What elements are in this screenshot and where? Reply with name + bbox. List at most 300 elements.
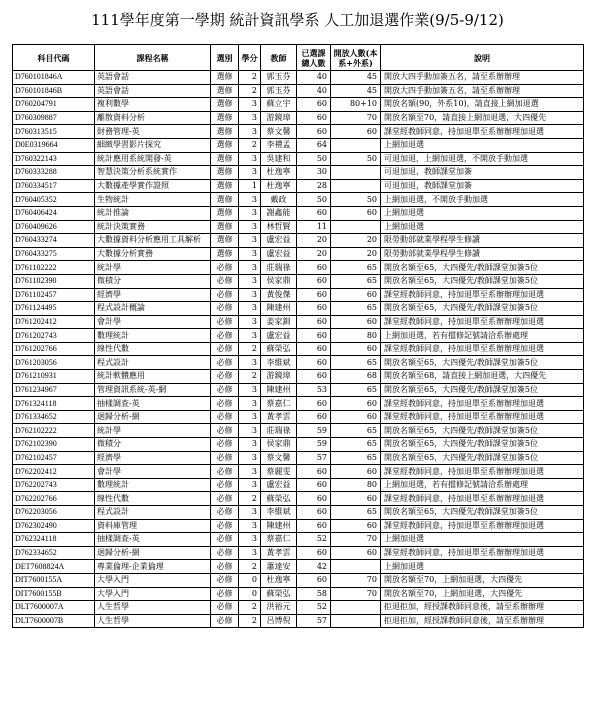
- cell-open: 60: [331, 546, 381, 560]
- cell-teacher: 莊瑞祿: [261, 261, 297, 275]
- cell-name: 統計軟體應用: [95, 370, 211, 384]
- cell-credit: 3: [239, 193, 261, 207]
- cell-name: 迴歸分析-網: [95, 546, 211, 560]
- table-row: [13, 546, 584, 560]
- cell-teacher: 謝鑫能: [261, 206, 297, 220]
- cell-teacher: 侯家鼎: [261, 274, 297, 288]
- cell-note: 開放名額至65，大四優先/教師課堂加簽5位: [381, 451, 584, 465]
- cell-name: 管理資訊系統-英-網: [95, 383, 211, 397]
- cell-note: 開放名額至65，大四優先/教師課堂加簽5位: [381, 506, 584, 520]
- table-row: [13, 492, 584, 506]
- cell-credit: 2: [239, 601, 261, 615]
- cell-teacher: 蔡文馨: [261, 125, 297, 139]
- cell-type: 必修: [211, 519, 239, 533]
- cell-type: 選修: [211, 247, 239, 261]
- cell-enrolled: 28: [297, 179, 331, 193]
- cell-credit: 3: [239, 519, 261, 533]
- cell-open: 65: [331, 274, 381, 288]
- cell-code: DLT7600007B: [13, 614, 95, 628]
- cell-enrolled: 60: [297, 315, 331, 329]
- cell-credit: 0: [239, 587, 261, 601]
- cell-credit: 3: [239, 329, 261, 343]
- cell-enrolled: 64: [297, 138, 331, 152]
- cell-name: 抽樣調查-英: [95, 533, 211, 547]
- cell-teacher: 蘇榮弘: [261, 492, 297, 506]
- cell-enrolled: 60: [297, 302, 331, 316]
- cell-name: 微積分: [95, 274, 211, 288]
- cell-credit: 2: [239, 342, 261, 356]
- cell-code: D762302490: [13, 519, 95, 533]
- cell-enrolled: 60: [297, 356, 331, 370]
- cell-type: 必修: [211, 614, 239, 628]
- cell-type: 必修: [211, 424, 239, 438]
- cell-teacher: 陳建州: [261, 302, 297, 316]
- cell-type: 選修: [211, 234, 239, 248]
- cell-code: D761210931: [13, 370, 95, 384]
- cell-teacher: 黃孝雲: [261, 410, 297, 424]
- cell-type: 選修: [211, 138, 239, 152]
- cell-enrolled: 42: [297, 560, 331, 574]
- cell-enrolled: 40: [297, 84, 331, 98]
- cell-open: 50: [331, 152, 381, 166]
- cell-enrolled: 60: [297, 410, 331, 424]
- header-type: 選別: [211, 45, 239, 71]
- cell-credit: 1: [239, 179, 261, 193]
- cell-teacher: 游鏡璋: [261, 370, 297, 384]
- cell-open: [331, 601, 381, 615]
- table-row: [13, 519, 584, 533]
- cell-enrolled: 60: [297, 125, 331, 139]
- cell-code: D761324118: [13, 397, 95, 411]
- cell-code: D760334517: [13, 179, 95, 193]
- table-row: [13, 533, 584, 547]
- cell-code: D760406424: [13, 206, 95, 220]
- cell-note: 課堂經教師同意，持加退單至系辦辦理加退選: [381, 410, 584, 424]
- cell-open: 65: [331, 383, 381, 397]
- cell-name: 生物統計: [95, 193, 211, 207]
- course-table-wrapper: [12, 44, 583, 628]
- cell-note: 限勞動部就業學程學生修讀: [381, 234, 584, 248]
- table-row: [13, 111, 584, 125]
- cell-name: 大數據分析實務: [95, 247, 211, 261]
- cell-type: 必修: [211, 288, 239, 302]
- cell-code: D760313515: [13, 125, 95, 139]
- cell-teacher: 呂博倪: [261, 614, 297, 628]
- cell-enrolled: 60: [297, 546, 331, 560]
- cell-name: 程式設計概論: [95, 302, 211, 316]
- cell-teacher: 李維斌: [261, 356, 297, 370]
- cell-open: [331, 166, 381, 180]
- cell-note: 開放名額至65，大四優先/教師課堂加簽5位: [381, 438, 584, 452]
- cell-name: 複利數學: [95, 98, 211, 112]
- cell-teacher: 李禮孟: [261, 138, 297, 152]
- cell-note: 開放名額至70，上網加退選，大四優先: [381, 573, 584, 587]
- cell-open: 80: [331, 478, 381, 492]
- cell-code: D760101846A: [13, 71, 95, 85]
- cell-name: 大數據資料分析應用工具解析: [95, 234, 211, 248]
- table-row: [13, 274, 584, 288]
- cell-note: 開放名額至65，大四優先/教師課堂加簽5位: [381, 424, 584, 438]
- cell-credit: 3: [239, 98, 261, 112]
- cell-name: 統計應用系統開發-英: [95, 152, 211, 166]
- table-row: [13, 614, 584, 628]
- cell-credit: 3: [239, 478, 261, 492]
- header-open: 開放人數(本系+外系): [331, 45, 381, 71]
- cell-enrolled: 57: [297, 451, 331, 465]
- cell-teacher: 陳建州: [261, 519, 297, 533]
- cell-credit: 3: [239, 166, 261, 180]
- table-row: [13, 438, 584, 452]
- cell-credit: 2: [239, 370, 261, 384]
- cell-teacher: 杜逸寧: [261, 179, 297, 193]
- header-note: 說明: [381, 45, 584, 71]
- cell-name: 人生哲學: [95, 601, 211, 615]
- cell-open: 60: [331, 125, 381, 139]
- table-row: [13, 397, 584, 411]
- cell-teacher: 郭玉芬: [261, 84, 297, 98]
- table-row: [13, 478, 584, 492]
- cell-type: 選修: [211, 111, 239, 125]
- cell-name: 抽樣調查-英: [95, 397, 211, 411]
- cell-type: 必修: [211, 465, 239, 479]
- cell-credit: 3: [239, 302, 261, 316]
- cell-open: 80: [331, 329, 381, 343]
- cell-note: 課堂經教師同意，持加退單至系辦辦理加退選: [381, 397, 584, 411]
- cell-open: 65: [331, 302, 381, 316]
- cell-enrolled: 58: [297, 587, 331, 601]
- cell-type: 必修: [211, 560, 239, 574]
- cell-type: 必修: [211, 451, 239, 465]
- cell-teacher: 郭玉芬: [261, 71, 297, 85]
- cell-code: D761102457: [13, 288, 95, 302]
- cell-credit: 3: [239, 152, 261, 166]
- cell-teacher: 杜逸寧: [261, 573, 297, 587]
- cell-name: 人生哲學: [95, 614, 211, 628]
- cell-teacher: 蔡嘉仁: [261, 533, 297, 547]
- cell-open: 68: [331, 370, 381, 384]
- table-row: [13, 206, 584, 220]
- cell-credit: 3: [239, 506, 261, 520]
- cell-credit: 2: [239, 84, 261, 98]
- cell-code: D762102390: [13, 438, 95, 452]
- cell-credit: 3: [239, 438, 261, 452]
- cell-name: 數理統計: [95, 478, 211, 492]
- cell-credit: 3: [239, 397, 261, 411]
- cell-name: 大學入門: [95, 587, 211, 601]
- cell-note: 開放大四手動加簽五名，請至系辦辦理: [381, 71, 584, 85]
- cell-credit: 2: [239, 492, 261, 506]
- header-teacher: 教師: [261, 45, 297, 71]
- cell-open: 70: [331, 111, 381, 125]
- cell-credit: 3: [239, 356, 261, 370]
- cell-open: 20: [331, 247, 381, 261]
- cell-code: D761102390: [13, 274, 95, 288]
- table-row: [13, 84, 584, 98]
- cell-note: 開放大四手動加簽五名，請至系辦辦理: [381, 84, 584, 98]
- table-row: [13, 601, 584, 615]
- table-row: [13, 356, 584, 370]
- cell-enrolled: 50: [297, 193, 331, 207]
- cell-name: 數理統計: [95, 329, 211, 343]
- cell-name: 細緻學習影片探究: [95, 138, 211, 152]
- cell-type: 選修: [211, 98, 239, 112]
- cell-enrolled: 60: [297, 573, 331, 587]
- header-code: 科目代碼: [13, 45, 95, 71]
- table-row: [13, 98, 584, 112]
- cell-open: 45: [331, 71, 381, 85]
- cell-teacher: 侯家鼎: [261, 438, 297, 452]
- cell-code: D760433275: [13, 247, 95, 261]
- cell-type: 必修: [211, 573, 239, 587]
- cell-code: D761202766: [13, 342, 95, 356]
- cell-note: 課堂經教師同意，持加退單至系辦辦理加退選: [381, 519, 584, 533]
- cell-code: D760409626: [13, 220, 95, 234]
- cell-open: 60: [331, 519, 381, 533]
- cell-enrolled: 59: [297, 424, 331, 438]
- cell-open: [331, 138, 381, 152]
- cell-teacher: 蘇榮弘: [261, 342, 297, 356]
- cell-credit: 2: [239, 614, 261, 628]
- cell-code: D761102222: [13, 261, 95, 275]
- table-row: [13, 234, 584, 248]
- table-row: [13, 152, 584, 166]
- cell-enrolled: 60: [297, 370, 331, 384]
- cell-code: D762102222: [13, 424, 95, 438]
- table-row: [13, 193, 584, 207]
- cell-note: 限勞動部就業學程學生修讀: [381, 247, 584, 261]
- cell-enrolled: 52: [297, 533, 331, 547]
- cell-name: 財務管理-英: [95, 125, 211, 139]
- cell-note: 開放名額至65，大四優先/教師課堂加簽5位: [381, 383, 584, 397]
- cell-enrolled: 60: [297, 274, 331, 288]
- cell-name: 微積分: [95, 438, 211, 452]
- cell-credit: 3: [239, 274, 261, 288]
- cell-enrolled: 60: [297, 342, 331, 356]
- cell-credit: 3: [239, 247, 261, 261]
- cell-type: 必修: [211, 315, 239, 329]
- cell-code: D0E0319664: [13, 138, 95, 152]
- cell-type: 必修: [211, 261, 239, 275]
- cell-credit: 2: [239, 71, 261, 85]
- cell-teacher: 吳建和: [261, 152, 297, 166]
- cell-open: 70: [331, 533, 381, 547]
- cell-type: 選修: [211, 84, 239, 98]
- cell-code: D760405352: [13, 193, 95, 207]
- cell-code: D761124495: [13, 302, 95, 316]
- cell-note: 上網加退選: [381, 206, 584, 220]
- cell-credit: 3: [239, 206, 261, 220]
- cell-type: 必修: [211, 383, 239, 397]
- cell-name: 迴歸分析-網: [95, 410, 211, 424]
- cell-open: 60: [331, 492, 381, 506]
- cell-note: 開放名額至65，大四優先/教師課堂加簽5位: [381, 302, 584, 316]
- cell-credit: 3: [239, 111, 261, 125]
- table-row: [13, 410, 584, 424]
- cell-name: 會計學: [95, 315, 211, 329]
- cell-note: 上網加退選: [381, 138, 584, 152]
- cell-open: 50: [331, 193, 381, 207]
- table-row: [13, 424, 584, 438]
- cell-note: 課堂經教師同意，持加退單至系辦辦理加退選: [381, 546, 584, 560]
- header-credit: 學分: [239, 45, 261, 71]
- cell-note: 開放名額至65，大四優先/教師課堂加簽5位: [381, 274, 584, 288]
- cell-teacher: 游鏡璋: [261, 111, 297, 125]
- cell-code: D760433274: [13, 234, 95, 248]
- cell-name: 統計學: [95, 424, 211, 438]
- cell-note: 課堂經教師同意，持加退單至系辦辦理加退選: [381, 492, 584, 506]
- cell-code: D761202743: [13, 329, 95, 343]
- cell-code: D762203056: [13, 506, 95, 520]
- cell-open: 65: [331, 438, 381, 452]
- cell-open: [331, 179, 381, 193]
- cell-credit: 0: [239, 573, 261, 587]
- cell-name: 經濟學: [95, 288, 211, 302]
- cell-note: 上網加退選: [381, 533, 584, 547]
- cell-credit: 3: [239, 533, 261, 547]
- cell-note: 課堂經教師同意，持加退單至系辦辦理加退選: [381, 465, 584, 479]
- cell-teacher: 李維斌: [261, 506, 297, 520]
- cell-open: [331, 560, 381, 574]
- cell-type: 選修: [211, 220, 239, 234]
- cell-open: [331, 220, 381, 234]
- table-row: [13, 220, 584, 234]
- cell-name: 程式設計: [95, 506, 211, 520]
- cell-teacher: 姜家釧: [261, 315, 297, 329]
- table-row: [13, 179, 584, 193]
- table-row: [13, 71, 584, 85]
- cell-name: 經濟學: [95, 451, 211, 465]
- table-row: [13, 506, 584, 520]
- cell-enrolled: 30: [297, 166, 331, 180]
- cell-open: 65: [331, 451, 381, 465]
- cell-note: 上網加退選: [381, 220, 584, 234]
- cell-open: 60: [331, 288, 381, 302]
- cell-code: D761334652: [13, 410, 95, 424]
- cell-enrolled: 60: [297, 397, 331, 411]
- cell-teacher: 林哲賢: [261, 220, 297, 234]
- cell-teacher: 陳建州: [261, 383, 297, 397]
- cell-credit: 3: [239, 465, 261, 479]
- cell-note: 開放名額至65，大四優先/教師課堂加簽5位: [381, 356, 584, 370]
- cell-credit: 3: [239, 234, 261, 248]
- cell-teacher: 莊瑞祿: [261, 424, 297, 438]
- cell-code: D760204791: [13, 98, 95, 112]
- cell-name: 會計學: [95, 465, 211, 479]
- cell-name: 統計決策實務: [95, 220, 211, 234]
- cell-credit: 3: [239, 546, 261, 560]
- cell-code: DLT7600007A: [13, 601, 95, 615]
- cell-code: D762102457: [13, 451, 95, 465]
- cell-enrolled: 52: [297, 601, 331, 615]
- cell-note: 拒退拒加，經授課教師同意後，請至系辦辦理: [381, 614, 584, 628]
- cell-enrolled: 60: [297, 329, 331, 343]
- cell-note: 上網加退選，若有擋修記號請洽系辦處理: [381, 478, 584, 492]
- cell-code: D761234967: [13, 383, 95, 397]
- cell-name: 線性代數: [95, 492, 211, 506]
- cell-note: 開放名額至70，請直接上網加退選，大四優先: [381, 111, 584, 125]
- cell-enrolled: 60: [297, 261, 331, 275]
- cell-name: 智慧決策分析系統實作: [95, 166, 211, 180]
- cell-enrolled: 40: [297, 71, 331, 85]
- table-row: [13, 342, 584, 356]
- cell-code: D760333288: [13, 166, 95, 180]
- cell-enrolled: 60: [297, 506, 331, 520]
- cell-name: 統計學: [95, 261, 211, 275]
- cell-code: D762334652: [13, 546, 95, 560]
- table-row: [13, 315, 584, 329]
- cell-open: 65: [331, 356, 381, 370]
- cell-enrolled: 60: [297, 492, 331, 506]
- cell-enrolled: 60: [297, 206, 331, 220]
- table-row: [13, 261, 584, 275]
- cell-teacher: 蘇立宇: [261, 98, 297, 112]
- cell-enrolled: 60: [297, 478, 331, 492]
- cell-open: 60: [331, 410, 381, 424]
- cell-note: 上網加退選，不開放手動加選: [381, 193, 584, 207]
- cell-type: 必修: [211, 397, 239, 411]
- cell-open: 65: [331, 261, 381, 275]
- cell-code: D760101846B: [13, 84, 95, 98]
- cell-code: DIT7600155A: [13, 573, 95, 587]
- cell-name: 大學入門: [95, 573, 211, 587]
- cell-note: 上網加退選，若有擋修記號請洽系辦處理: [381, 329, 584, 343]
- cell-code: D761203056: [13, 356, 95, 370]
- cell-type: 必修: [211, 356, 239, 370]
- cell-type: 必修: [211, 506, 239, 520]
- cell-enrolled: 60: [297, 519, 331, 533]
- cell-type: 必修: [211, 546, 239, 560]
- cell-teacher: 黃孝雲: [261, 546, 297, 560]
- cell-teacher: 盧宏益: [261, 478, 297, 492]
- cell-note: 課堂經教師同意，持加退單至系辦辦理加退選: [381, 315, 584, 329]
- cell-teacher: 蔡嘉仁: [261, 397, 297, 411]
- cell-teacher: 盧宏益: [261, 234, 297, 248]
- table-body: [13, 71, 584, 628]
- cell-open: 60: [331, 206, 381, 220]
- cell-type: 必修: [211, 587, 239, 601]
- cell-credit: 3: [239, 288, 261, 302]
- cell-enrolled: 53: [297, 383, 331, 397]
- cell-enrolled: 57: [297, 614, 331, 628]
- cell-type: 必修: [211, 533, 239, 547]
- cell-code: D760322143: [13, 152, 95, 166]
- cell-credit: 3: [239, 410, 261, 424]
- cell-open: 60: [331, 397, 381, 411]
- cell-type: 必修: [211, 478, 239, 492]
- cell-type: 必修: [211, 492, 239, 506]
- cell-enrolled: 20: [297, 234, 331, 248]
- cell-note: 可退加退，教師課堂加簽: [381, 166, 584, 180]
- cell-credit: 3: [239, 220, 261, 234]
- cell-note: 開放名額至68，請直接上網加退選，大四優先: [381, 370, 584, 384]
- cell-note: 課堂經教師同意，持加退單至系辦辦理加退選: [381, 288, 584, 302]
- cell-enrolled: 50: [297, 152, 331, 166]
- cell-teacher: 戴政: [261, 193, 297, 207]
- cell-note: 課堂經教師同意，持加退單至系辦辦理加退選: [381, 125, 584, 139]
- table-row: [13, 370, 584, 384]
- cell-enrolled: 60: [297, 465, 331, 479]
- cell-type: 必修: [211, 601, 239, 615]
- cell-type: 必修: [211, 410, 239, 424]
- cell-code: D762202412: [13, 465, 95, 479]
- cell-teacher: 蔡文馨: [261, 451, 297, 465]
- page-title: 111學年度第一學期 統計資訊學系 人工加退選作業(9/5-9/12): [91, 11, 504, 29]
- cell-enrolled: 11: [297, 220, 331, 234]
- table-row: [13, 125, 584, 139]
- cell-enrolled: 59: [297, 438, 331, 452]
- cell-note: 可退加退，上網加退選，不開放手動加選: [381, 152, 584, 166]
- cell-open: 60: [331, 342, 381, 356]
